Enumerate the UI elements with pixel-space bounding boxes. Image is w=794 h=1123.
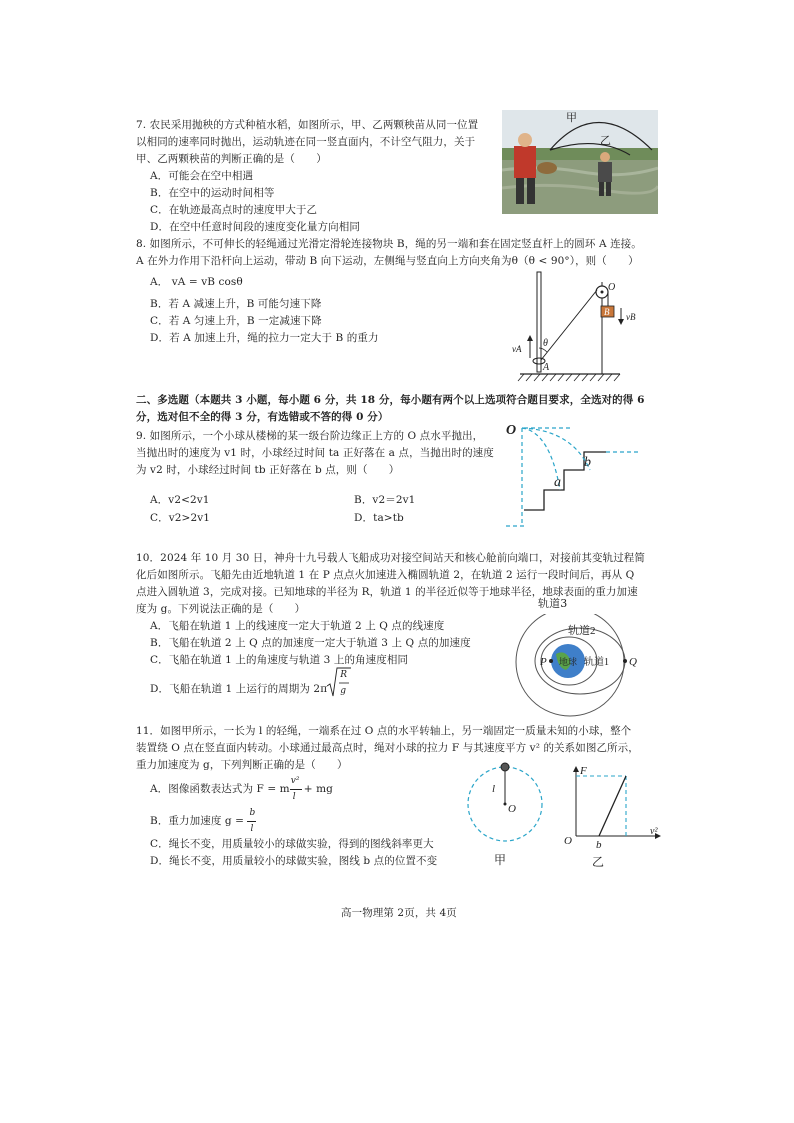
q10-fig-orbit3-label: 轨道3: [538, 597, 568, 610]
q7-stem-line2: 以相同的速率同时抛出，运动轨迹在同一竖直面内，不计空气阻力，关于: [136, 136, 476, 148]
q11-option-a-prefix: A．图像函数表达式为 F = m: [150, 783, 290, 795]
q11-fig-label-jia: 甲: [494, 853, 507, 867]
section2-heading-line2: 分，选对但不全的得 3 分，有选错或不答的得 0 分）: [136, 411, 389, 423]
q7-option-c: C．在轨迹最高点时的速度甲大于乙: [150, 204, 318, 216]
q10-fig-label-q: Q: [629, 656, 637, 668]
q8-fig-label-theta: θ: [543, 338, 548, 349]
q11-fig-label-yi: 乙: [592, 855, 605, 869]
q11-fraction-a-bar: [290, 789, 302, 790]
page-footer: 高一物理第 2页，共 4页: [341, 907, 457, 919]
q10-sqrt-numerator: R: [340, 670, 348, 680]
q8-fig-label-b: B: [604, 307, 610, 317]
q10-fig-label-earth: 地球: [559, 657, 578, 667]
q11-fig-label-l: l: [492, 783, 496, 795]
q7-rice-planting-photo: [502, 110, 658, 214]
q9-fig-label-b: b: [584, 455, 591, 470]
q7-option-b: B．在空中的运动时间相等: [150, 187, 275, 199]
q11-graph-label-f: F: [580, 765, 587, 777]
q10-sqrt-denominator: g: [340, 686, 347, 696]
q11-option-a-suffix: + mg: [303, 783, 333, 795]
q11-force-graph: [562, 764, 672, 874]
q9-option-c: C．v2>2v1: [150, 512, 211, 524]
q10-option-a: A．飞船在轨道 1 上的线速度一定大于轨道 2 上 Q 点的线速度: [150, 620, 445, 632]
q11-option-a: [150, 776, 333, 802]
q11-graph-label-o: O: [564, 835, 572, 847]
q11-stem-line3: 重力加速度为 g，下列判断正确的是（ ）: [136, 759, 348, 771]
q10-stem-line2: 化后如图所示。飞船先由近地轨道 1 在 P 点点火加速进入椭圆轨道 2，在轨道 2 运行一段时间后，再从 Q: [136, 569, 635, 581]
q11-fig-label-o: O: [508, 803, 516, 815]
q10-orbit-diagram: [508, 614, 658, 726]
q9-stem-line1: 9. 如图所示，一个小球从楼梯的某一级台阶边缘正上方的 O 点水平抛出，: [136, 430, 484, 442]
q9-staircase-diagram: [502, 418, 642, 530]
q8-pulley-diagram: [510, 270, 660, 385]
q8-option-d: D．若 A 加速上升，绳的拉力一定大于 B 的重力: [150, 332, 379, 344]
q8-option-b: B．若 A 减速上升，B 可能匀速下降: [150, 298, 322, 310]
q11-stem-line1: 11．如图甲所示，一长为 l 的轻绳，一端系在过 O 点的水平转轴上，另一端固定一质量未知的小球，整个: [136, 725, 632, 737]
q9-option-d: D．ta>tb: [354, 512, 404, 524]
section2-heading-line1: 二、多选题（本题共 3 小题，每小题 6 分，共 18 分，每小题有两个以上选项符合题目要求，全选对的得 6: [136, 394, 645, 406]
q11-fraction-b-den: l: [250, 824, 254, 834]
q10-sqrt-expression: [327, 670, 351, 696]
q10-stem-line1: 10．2024 年 10 月 30 日，神舟十九号载人飞船成功对接空间站天和核心舱前向端口，对接前其变轨过程简: [136, 552, 645, 564]
q11-graph-label-b: b: [596, 839, 602, 851]
q8-fig-label-a: A: [543, 362, 550, 373]
q11-fraction-b-num: b: [249, 808, 256, 818]
q9-fig-label-o: O: [506, 423, 517, 438]
q11-fraction-a-den: l: [292, 792, 296, 802]
q11-option-b-prefix: B．重力加速度 g =: [150, 815, 245, 827]
q9-stem-line3: 为 v2 时，小球经过时间 tb 正好落在 b 点，则（ ）: [136, 464, 400, 476]
q11-stem-line2: 装置绕 O 点在竖直面内转动。小球通过最高点时，绳对小球的拉力 F 与其速度平方 v² 的关系如图乙所示，: [136, 742, 639, 754]
q7-option-a: A．可能会在空中相遇: [150, 170, 254, 182]
q8-fig-label-o: O: [608, 282, 616, 293]
q11-option-c: C．绳长不变，用质量较小的球做实验，得到的图线斜率更大: [150, 838, 434, 850]
q11-fraction-b-over-l: [247, 808, 257, 834]
q8-fig-label-va: vA: [512, 344, 522, 354]
q11-option-b: [150, 808, 257, 834]
q8-option-a: A． vA = vB cosθ: [150, 276, 243, 288]
q11-fraction-a-num: v²: [290, 776, 300, 786]
q10-fig-label-orbit1: 轨道1: [584, 657, 609, 668]
q11-option-d: D．绳长不变，用质量较小的球做实验，图线 b 点的位置不变: [150, 855, 438, 867]
q7-option-d: D．在空中任意时间段的速度变化量方向相同: [150, 221, 360, 233]
q10-stem-line3: 点进入圆轨道 3，完成对接。已知地球的半径为 R，轨道 1 的半径近似等于地球半径，地球表面的重力加速: [136, 586, 638, 598]
q9-stem-line2: 当抛出时的速度为 v1 时，小球经过时间 ta 正好落在 a 点，当抛出时的速度: [136, 447, 494, 459]
q10-fig-label-p: P: [540, 656, 547, 668]
q10-fig-label-orbit2: 轨道2: [568, 625, 596, 637]
q8-stem-line1: 8. 如图所示，不可伸长的轻绳通过光滑定滑轮连接物块 B，绳的另一端和套在固定竖直杆上的圆环 A 连接。: [136, 238, 642, 250]
q10-option-d: [150, 670, 351, 698]
q9-option-b: B．v2＝2v1: [354, 494, 416, 506]
q8-fig-label-vb: vB: [626, 312, 636, 322]
q10-option-d-prefix: D．飞船在轨道 1 上运行的周期为 2π: [150, 683, 328, 695]
q7-stem-line1: 7. 农民采用抛秧的方式种植水稻，如图所示，甲、乙两颗秧苗从同一位置: [136, 119, 479, 131]
q11-fraction-v2-over-l: [290, 776, 304, 802]
q10-option-b: B．飞船在轨道 2 上 Q 点的加速度一定大于轨道 3 上 Q 点的加速度: [150, 637, 471, 649]
q9-option-a: A．v2<2v1: [150, 494, 210, 506]
q8-option-c: C．若 A 匀速上升，B 一定减速下降: [150, 315, 322, 327]
q10-option-c: C．飞船在轨道 1 上的角速度与轨道 3 上的角速度相同: [150, 654, 409, 666]
q10-stem-line4: 度为 g。下列说法正确的是（ ）: [136, 603, 306, 615]
q7-stem-line3: 甲、乙两颗秧苗的判断正确的是（ ）: [136, 153, 327, 165]
q9-fig-label-a: a: [554, 475, 561, 490]
q8-stem-line2: A 在外力作用下沿杆向上运动，带动 B 向下运动，左侧绳与竖直向上方向夹角为θ（θ < 90°），则（ ）: [136, 255, 639, 267]
q7-fig-label-yi: 乙: [600, 135, 611, 147]
q7-fig-label-jia: 甲: [566, 112, 577, 124]
q11-graph-label-v2: v²: [650, 826, 658, 837]
q11-circular-motion-diagram: [462, 760, 548, 870]
